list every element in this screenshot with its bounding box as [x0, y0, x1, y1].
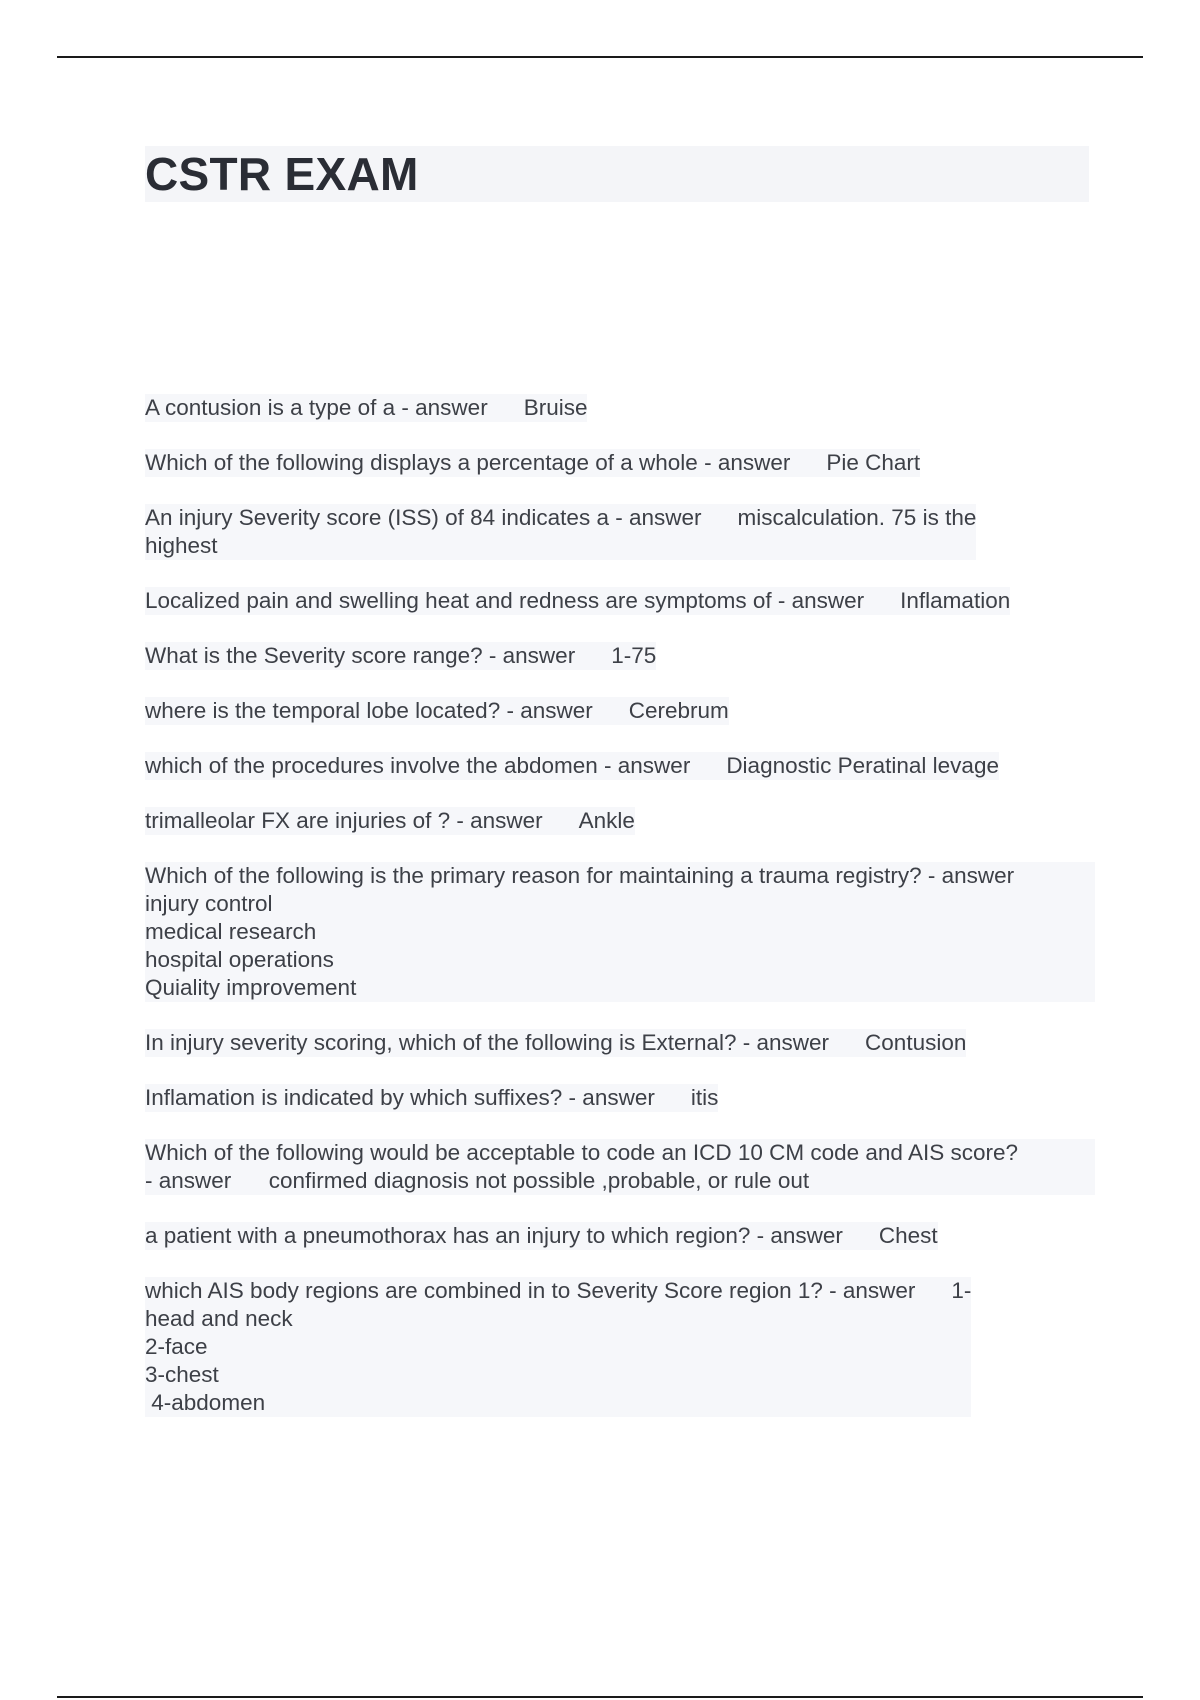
- answer-continuation: 3-chest: [145, 1362, 219, 1387]
- page-title: CSTR EXAM: [145, 148, 419, 200]
- answer-text: miscalculation. 75 is the: [737, 505, 977, 530]
- question-text: An injury Severity score (ISS) of 84 indicates a - answer: [145, 505, 702, 530]
- bottom-rule: [57, 1696, 1143, 1698]
- answer-text: Pie Chart: [826, 450, 921, 475]
- qa-item: [145, 807, 635, 835]
- question-text: a patient with a pneumothorax has an injury to which region? - answer: [145, 1223, 843, 1248]
- qa-item: [145, 1084, 718, 1112]
- question-text: What is the Severity score range? - answer: [145, 643, 576, 668]
- qa-list: [145, 394, 1095, 1444]
- qa-item: [145, 752, 999, 780]
- question-text: Inflamation is indicated by which suffixes? - answer: [145, 1085, 655, 1110]
- question-text: Which of the following is the primary reason for maintaining a trauma registry? - answer: [145, 863, 1015, 888]
- answer-text: Inflamation: [900, 588, 1011, 613]
- question-text: trimalleolar FX are injuries of ? - answer: [145, 808, 543, 833]
- question-text: where is the temporal lobe located? - answer: [145, 698, 593, 723]
- answer-text: Contusion: [865, 1030, 967, 1055]
- answer-text: Chest: [878, 1223, 938, 1248]
- qa-item: [145, 642, 656, 670]
- answer-continuation: 4-abdomen: [145, 1390, 266, 1415]
- qa-item: [145, 1139, 1095, 1195]
- answer-text: Bruise: [523, 395, 588, 420]
- qa-item: [145, 449, 920, 477]
- answer-option: hospital operations: [145, 947, 334, 972]
- answer-text: Diagnostic Peratinal levage: [726, 753, 999, 778]
- answer-option: injury control: [145, 891, 273, 916]
- question-text: Which of the following would be acceptable to code an ICD 10 CM code and AIS score?: [145, 1140, 1019, 1165]
- answer-text: itis: [690, 1085, 719, 1110]
- question-text: which AIS body regions are combined in to Severity Score region 1? - answer: [145, 1278, 916, 1303]
- answer-continuation: highest: [145, 533, 218, 558]
- question-text: which of the procedures involve the abdomen - answer: [145, 753, 691, 778]
- answer-text: 1-75: [611, 643, 657, 668]
- answer-text: Cerebrum: [628, 698, 729, 723]
- answer-option: Quiality improvement: [145, 975, 357, 1000]
- qa-item: [145, 697, 729, 725]
- qa-item: [145, 504, 976, 560]
- question-text: Which of the following displays a percentage of a whole - answer: [145, 450, 791, 475]
- answer-continuation: 2-face: [145, 1334, 208, 1359]
- qa-item: [145, 587, 1010, 615]
- qa-item: [145, 394, 587, 422]
- answer-continuation: - answer confirmed diagnosis not possible ,probable, or rule out: [145, 1168, 810, 1193]
- qa-item: [145, 1222, 938, 1250]
- qa-item: [145, 862, 1095, 1002]
- qa-item: [145, 1277, 971, 1417]
- answer-text: 1-: [951, 1278, 972, 1303]
- question-text: In injury severity scoring, which of the following is External? - answer: [145, 1030, 830, 1055]
- answer-continuation: head and neck: [145, 1306, 293, 1331]
- qa-item: [145, 1029, 966, 1057]
- answer-option: medical research: [145, 919, 317, 944]
- question-text: A contusion is a type of a - answer: [145, 395, 488, 420]
- answer-text: Ankle: [578, 808, 635, 833]
- top-rule: [57, 56, 1143, 58]
- question-text: Localized pain and swelling heat and redness are symptoms of - answer: [145, 588, 865, 613]
